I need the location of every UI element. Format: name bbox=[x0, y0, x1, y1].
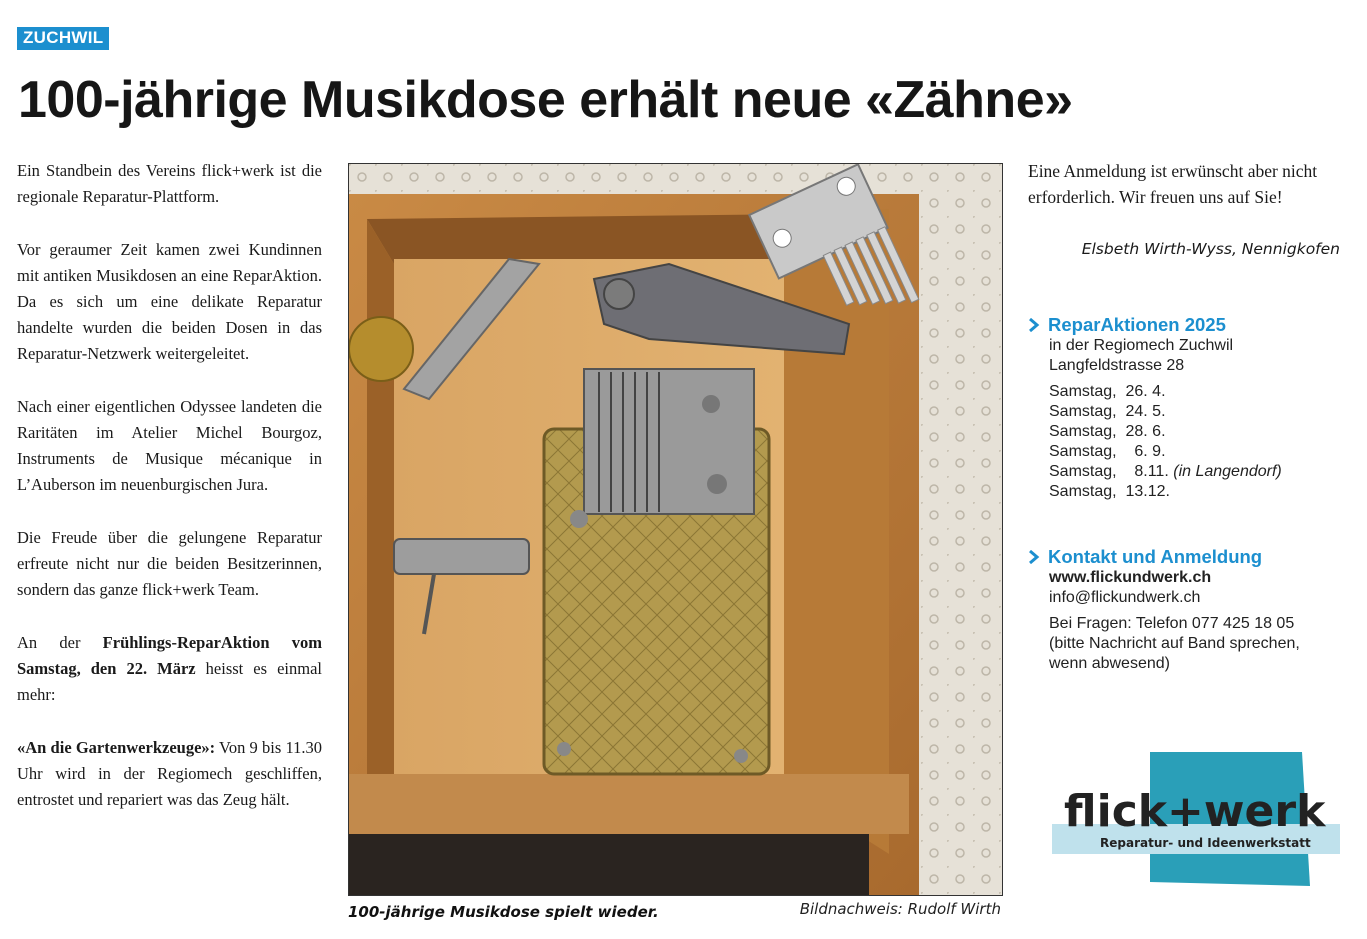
date-value: 26. 4. bbox=[1125, 383, 1166, 400]
author-line: Elsbeth Wirth-Wyss, Nennigkofen bbox=[1081, 240, 1340, 258]
article-body bbox=[17, 158, 322, 840]
event-date-row bbox=[1049, 462, 1340, 482]
events-heading bbox=[1028, 314, 1340, 336]
date-value: 8.11. bbox=[1125, 463, 1169, 480]
phone-line: Bei Fragen: Telefon 077 425 18 05 bbox=[1049, 615, 1295, 632]
flick-werk-logo bbox=[1052, 752, 1340, 890]
website-link[interactable]: www.flickundwerk.ch bbox=[1049, 569, 1212, 586]
paragraph-6 bbox=[17, 735, 322, 813]
event-date-row bbox=[1049, 382, 1340, 402]
logo-graphic bbox=[1052, 752, 1340, 890]
paragraph-1: Ein Standbein des Vereins flick+werk ist die regionale Reparatur-Plattform. bbox=[17, 161, 322, 206]
email-link[interactable]: info@flickundwerk.ch bbox=[1049, 589, 1201, 606]
chevron-right-icon bbox=[1028, 550, 1040, 564]
events-heading-text: ReparAktionen 2025 bbox=[1048, 314, 1226, 335]
p5-pre: An der bbox=[17, 633, 103, 652]
date-note: (in Langendorf) bbox=[1173, 463, 1282, 480]
contact-heading bbox=[1028, 546, 1340, 568]
date-value: 24. 5. bbox=[1125, 403, 1166, 420]
photo-caption: 100-jährige Musikdose spielt wieder. bbox=[348, 903, 659, 921]
info-column bbox=[1028, 158, 1340, 674]
event-date-row bbox=[1049, 482, 1340, 502]
phone-note-1: (bitte Nachricht auf Band sprechen, bbox=[1049, 635, 1300, 652]
events-location-2: Langfeldstrasse 28 bbox=[1049, 357, 1185, 374]
music-box-illustration bbox=[349, 164, 1002, 895]
p6-post: Von 9 bis 11.30 Uhr wird in der Regiomech geschliffen, entrostet und repariert was das Zeug hält. bbox=[17, 738, 322, 809]
p6-bold: «An die Gartenwerkzeuge»: bbox=[17, 738, 216, 757]
headline: 100-jährige Musikdose erhält neue «Zähne» bbox=[18, 71, 1073, 129]
photo-credit: Bildnachweis: Rudolf Wirth bbox=[799, 900, 1001, 918]
p5-post: heisst es einmal mehr: bbox=[17, 659, 322, 704]
event-date-row bbox=[1049, 422, 1340, 442]
date-value: 13.12. bbox=[1125, 483, 1170, 500]
p5-bold: Frühlings-ReparAktion vom Samstag, den 22. März bbox=[17, 633, 322, 678]
paragraph-3: Nach einer eigentlichen Odyssee landeten die Raritäten im Atelier Michel Bourgoz, Instruments de Musique mécanique in L’Auberson im neuenburgischen Jura. bbox=[17, 397, 322, 494]
date-day: Samstag, bbox=[1049, 443, 1117, 460]
paragraph-4: Die Freude über die gelungene Reparatur erfreute nicht nur die beiden Besitzerinnen, sondern das ganze flick+werk Team. bbox=[17, 528, 322, 599]
chevron-right-icon bbox=[1028, 318, 1040, 332]
phone-note-2: wenn abwesend) bbox=[1049, 655, 1170, 672]
event-dates bbox=[1049, 382, 1340, 502]
date-day: Samstag, bbox=[1049, 463, 1117, 480]
registration-note: Eine Anmeldung ist erwünscht aber nicht erforderlich. Wir freuen uns auf Sie! bbox=[1028, 161, 1318, 207]
contact-section bbox=[1028, 546, 1340, 674]
event-date-row bbox=[1049, 402, 1340, 422]
paragraph-2: Vor geraumer Zeit kamen zwei Kundinnen mit antiken Musikdosen an eine ReparAktion. Da es sich um eine delikate Reparatur handelte wurden die beiden Dosen in das Reparatur-Netzwerk weitergeleitet. bbox=[17, 240, 322, 363]
section-label: ZUCHWIL bbox=[17, 27, 109, 50]
music-box-photo bbox=[348, 163, 1003, 896]
date-value: 6. 9. bbox=[1125, 443, 1166, 460]
events-location-1: in der Regiomech Zuchwil bbox=[1049, 337, 1234, 354]
date-day: Samstag, bbox=[1049, 423, 1117, 440]
events-section bbox=[1028, 314, 1340, 502]
date-day: Samstag, bbox=[1049, 403, 1117, 420]
logo-wordmark: flick+werk bbox=[1064, 786, 1326, 837]
paragraph-5 bbox=[17, 630, 322, 708]
date-day: Samstag, bbox=[1049, 383, 1117, 400]
event-date-row bbox=[1049, 442, 1340, 462]
contact-heading-text: Kontakt und Anmeldung bbox=[1048, 546, 1263, 567]
date-value: 28. 6. bbox=[1125, 423, 1166, 440]
date-day: Samstag, bbox=[1049, 483, 1117, 500]
logo-tagline: Reparatur- und Ideenwerkstatt bbox=[1100, 836, 1311, 850]
